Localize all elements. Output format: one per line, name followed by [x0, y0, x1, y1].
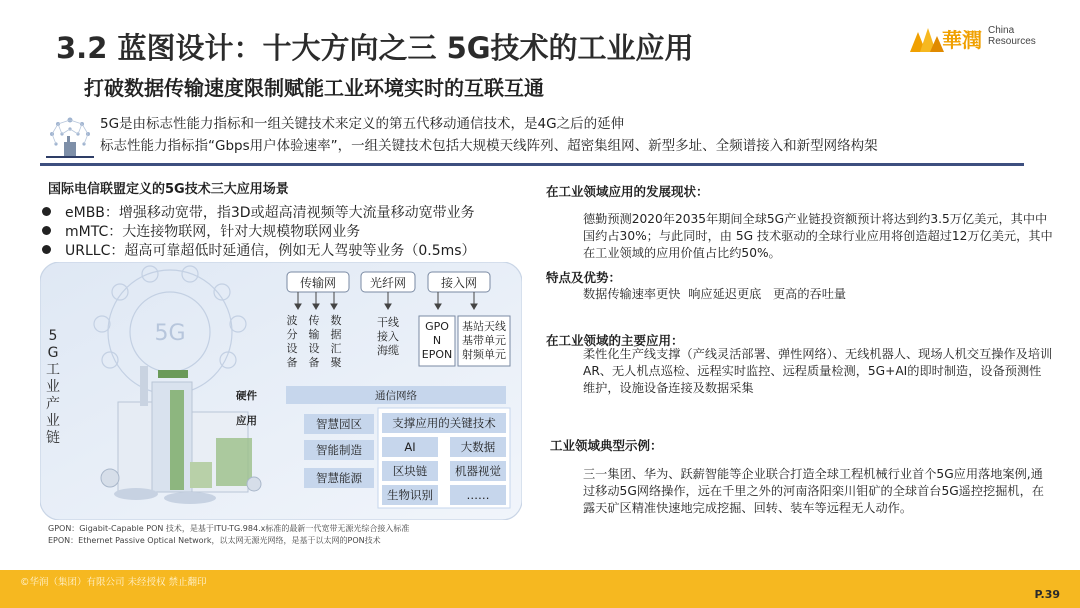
group-transmission-label: 传输网 [299, 276, 337, 290]
tech-more-label: …… [466, 488, 490, 502]
page-number: P.39 [1034, 588, 1060, 601]
bullet-text: mMTC：大连接物联网，针对大规模物联网业务 [65, 224, 361, 240]
tech-blockchain-label: 区块链 [392, 464, 428, 478]
chain-label-char: 业 [46, 379, 60, 395]
diagram-text-line: N [432, 334, 442, 347]
chain-label-char: 链 [46, 430, 60, 446]
status-heading: 在工业领域应用的发展现状： [546, 184, 709, 199]
diagram-text-line: 数 [330, 314, 342, 327]
bullet-embb [42, 202, 475, 222]
diagram-text-line: 波 [286, 314, 298, 327]
company-logo [910, 20, 1040, 56]
diagram-text-line: 设 [308, 342, 320, 355]
advantages-body: 数据传输速率更快 响应延迟更底 更高的吞吐量 [583, 287, 847, 301]
section-divider [40, 163, 1024, 166]
industry-chain-label [46, 328, 60, 447]
bullet-urllc [42, 240, 476, 260]
bullet-dot [42, 245, 51, 254]
group-fiber-label: 光纤网 [369, 276, 407, 290]
diagram-text-line: 海缆 [377, 344, 399, 357]
examples-heading: 工业领域典型示例： [550, 438, 663, 453]
base-station-label [462, 319, 506, 361]
application-label: 应用 [236, 415, 257, 427]
diagram-text-line: 据 [330, 328, 342, 341]
bullet-dot [42, 226, 51, 235]
footer-copyright: ©华润（集团）有限公司 未经授权 禁止翻印 [20, 577, 207, 588]
sub-item-fiber [377, 315, 399, 357]
tech-machine-vision-label: 机器视觉 [455, 464, 501, 478]
logo-chinese-text: 華潤 [942, 28, 982, 52]
footer-bar [0, 570, 1080, 608]
bullet-mmtc [42, 221, 360, 241]
diagram-text-line: 备 [286, 356, 298, 369]
chain-label-char: 产 [46, 396, 60, 412]
bullet-text: eMBB：增强移动宽带，指3D或超高清视频等大流量移动宽带业务 [65, 205, 475, 221]
logo-mark-icon [910, 26, 944, 52]
app-smart-park-label: 智慧园区 [316, 417, 362, 431]
logo-en-line2: Resources [988, 36, 1036, 47]
page-subtitle: 打破数据传输速度限制赋能工业环境实时的互联互通 [84, 76, 544, 100]
diagram-text-line: 备 [308, 356, 320, 369]
diagram-text-line: 设 [286, 342, 298, 355]
diagram-text-line: EPON [421, 348, 453, 361]
intro-line-1: 5G是由标志性能力指标和一组关键技术来定义的第五代移动通信技术，是4G之后的延伸 [100, 116, 625, 132]
tech-biometrics-label: 生物识别 [387, 488, 433, 502]
applications-heading: 在工业领域的主要应用： [546, 333, 684, 348]
examples-body: 三一集团、华为、跃薪智能等企业联合打造全球工程机械行业首个5G应用落地案例,通过移动5G网络操作，远在千里之外的河南洛阳栾川钼矿的全球首台5G遥控挖掘机，在露天矿区精准快速地完成挖掘、回转、装车等远程无人动作。 [583, 467, 1044, 515]
intro-line-2: 标志性能力指标指“Gbps用户体验速率”，一组关键技术包括大规模天线阵列、超密集组网、新型多址、全频谱接入和新型网络构架 [100, 138, 878, 154]
chain-label-char: 5 [48, 328, 58, 344]
scenarios-heading: 国际电信联盟定义的5G技术三大应用场景 [48, 182, 289, 197]
bullet-dot [42, 207, 51, 216]
diagram-text-line: 汇 [330, 342, 342, 355]
hardware-label: 硬件 [236, 390, 257, 402]
diagram-text-line: 分 [286, 328, 298, 341]
network-factory-icon [44, 112, 96, 162]
bullet-text: URLLC：超高可靠超低时延通信，例如无人驾驶等业务（0.5ms） [65, 243, 476, 259]
key-tech-title: 支撑应用的关键技术 [392, 416, 496, 430]
diagram-text-line: 干线 [377, 316, 399, 329]
note-epon: EPON：Ethernet Passive Optical Network，以太网无源光网络，是基于以太网的PON技术 [48, 536, 381, 545]
chain-label-char: G [47, 345, 59, 361]
note-gpon: GPON：Gigabit-Capable PON 技术，是基于ITU-TG.984.x标准的最新一代宽带无源光综合接入标准 [48, 524, 410, 533]
logo-english-text [988, 25, 1036, 47]
tech-big-data-label: 大数据 [460, 440, 496, 454]
app-smart-energy-label: 智慧能源 [316, 471, 362, 485]
app-smart-manufacturing-label: 智能制造 [316, 443, 362, 457]
chain-label-char: 业 [46, 413, 60, 429]
page-title: 3.2 蓝图设计：十大方向之三 5G技术的工业应用 [56, 31, 694, 65]
industry-chain-diagram [40, 262, 522, 520]
diagram-text-line: 基带单元 [462, 334, 506, 347]
diagram-text-line: 输 [308, 328, 320, 341]
chain-label-char: 工 [46, 362, 60, 378]
status-body: 德勤预测2020年2035年期间全球5G产业链投资额预计将达到约3.5万亿美元，其中中国约占30%；与此同时，由 5G 技术驱动的全球行业应用将创造超过12万亿美元，其中在工业领域的应用价值占比约50%。 [583, 212, 1053, 260]
diagram-text-line: 接入 [377, 330, 399, 343]
diagram-5g-badge: 5G [154, 321, 186, 346]
diagram-text-line: 基站天线 [462, 320, 506, 333]
diagram-text-line: 传 [308, 314, 320, 327]
logo-en-line1: China [988, 25, 1015, 36]
diagram-text-line: 射频单元 [462, 348, 506, 361]
group-access-label: 接入网 [440, 276, 478, 290]
network-bar-label: 通信网络 [375, 390, 417, 402]
diagram-text-line: GPO [425, 320, 449, 333]
diagram-text-line: 聚 [330, 356, 342, 369]
applications-body: 柔性化生产线支撑（产线灵活部署、弹性网络）、无线机器人、现场人机交互操作及培训AR、无人机点巡检、远程实时监控、远程质量检测，5G+AI的即时制造，设备预测性维护，设施设备连接及数据采集 [583, 347, 1053, 395]
advantages-heading: 特点及优势： [546, 270, 622, 285]
tech-ai-label: AI [404, 440, 416, 454]
